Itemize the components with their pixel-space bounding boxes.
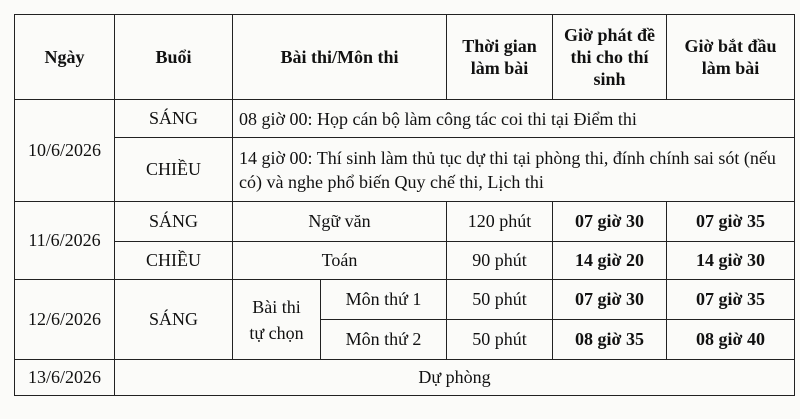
note-cell: 14 giờ 00: Thí sinh làm thủ tục dự thi tại phòng thi, đính chính sai sót (nếu có) và nghe phổ biến Quy chế thi, Lịch thi — [233, 138, 795, 202]
start-time-cell: 08 giờ 40 — [667, 320, 795, 360]
session-cell: CHIỀU — [115, 242, 233, 280]
duration-cell: 120 phút — [447, 202, 553, 242]
session-cell: SÁNG — [115, 100, 233, 138]
header-subject: Bài thi/Môn thi — [233, 15, 447, 100]
table-row — [15, 100, 795, 138]
date-cell: 11/6/2026 — [15, 202, 115, 280]
table-row — [15, 360, 795, 396]
session-cell: SÁNG — [115, 202, 233, 242]
duration-cell: 90 phút — [447, 242, 553, 280]
session-cell: CHIỀU — [115, 138, 233, 202]
note-cell: 08 giờ 00: Họp cán bộ làm công tác coi thi tại Điểm thi — [233, 100, 795, 138]
duration-cell: 50 phút — [447, 320, 553, 360]
header-start-time: Giờ bắt đầu làm bài — [667, 15, 795, 100]
date-cell: 13/6/2026 — [15, 360, 115, 396]
subject-cell: Môn thứ 2 — [321, 320, 447, 360]
date-cell: 10/6/2026 — [15, 100, 115, 202]
elective-group-cell — [233, 280, 321, 360]
distribute-time-cell: 08 giờ 35 — [553, 320, 667, 360]
distribute-time-cell: 07 giờ 30 — [553, 280, 667, 320]
table-row — [15, 202, 795, 242]
subject-cell: Môn thứ 1 — [321, 280, 447, 320]
distribute-time-cell: 07 giờ 30 — [553, 202, 667, 242]
duration-cell: 50 phút — [447, 280, 553, 320]
header-day: Ngày — [15, 15, 115, 100]
distribute-time-cell: 14 giờ 20 — [553, 242, 667, 280]
elective-group-line1: Bài thi — [252, 296, 301, 317]
start-time-cell: 07 giờ 35 — [667, 202, 795, 242]
header-duration: Thời gian làm bài — [447, 15, 553, 100]
table-row — [15, 138, 795, 202]
header-distribute-time: Giờ phát đề thi cho thí sinh — [553, 15, 667, 100]
elective-group-line2: tự chọn — [249, 322, 304, 343]
subject-cell: Toán — [233, 242, 447, 280]
session-cell: SÁNG — [115, 280, 233, 360]
date-cell: 12/6/2026 — [15, 280, 115, 360]
table-row — [15, 280, 795, 320]
reserve-cell: Dự phòng — [115, 360, 795, 396]
header-session: Buổi — [115, 15, 233, 100]
subject-cell: Ngữ văn — [233, 202, 447, 242]
start-time-cell: 14 giờ 30 — [667, 242, 795, 280]
table-row — [15, 242, 795, 280]
exam-schedule-table — [14, 14, 795, 396]
header-row — [15, 15, 795, 100]
start-time-cell: 07 giờ 35 — [667, 280, 795, 320]
